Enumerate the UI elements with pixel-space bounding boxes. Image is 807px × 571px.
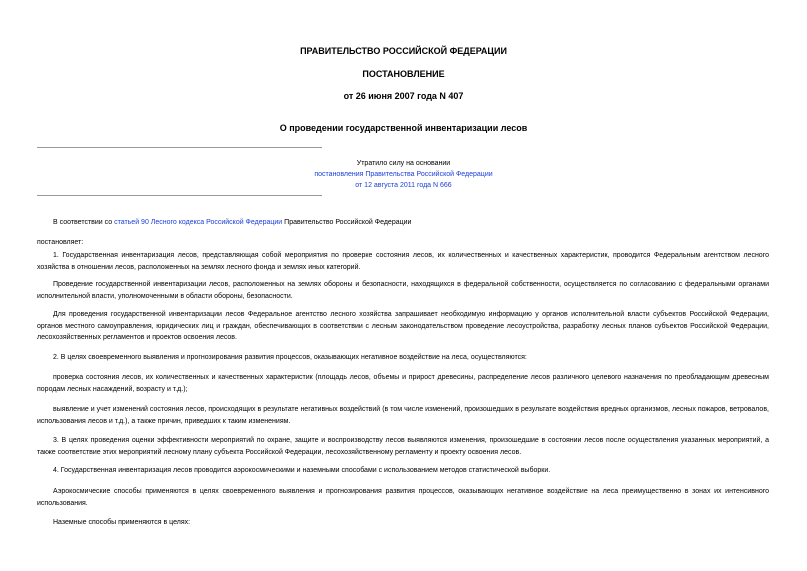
separator-bottom [37, 195, 322, 196]
law-article-link[interactable]: статьей 90 Лесного кодекса Российской Федерации [114, 219, 283, 226]
paragraph-6: выявление и учет изменений состояния лесов, происходящих в результате негативных воздействий (в том числе изменений, произошедших в результате воздействия вредных организмов, лесных пожаров, ветровалов, использования лесов и т.д.), а также причин, приведших к таким изменениям. [37, 406, 769, 425]
separator-top [37, 147, 322, 148]
paragraph-10: Наземные способы применяются в целях: [53, 519, 191, 526]
status-note-text: Утратило силу на основании [356, 160, 451, 167]
document-type: ПОСТАНОВЛЕНИЕ [362, 69, 445, 79]
government-heading: ПРАВИТЕЛЬСТВО РОССИЙСКОЙ ФЕДЕРАЦИИ [300, 46, 507, 56]
intro-suffix: Правительство Российской Федерации [282, 219, 412, 226]
paragraph-4: 2. В целях своевременного выявления и прогнозирования развития процессов, оказывающих негативное воздействие на леса, осуществляются: [53, 354, 527, 361]
paragraph-7: 3. В целях проведения оценки эффективности мероприятий по охране, защите и воспроизводству лесов выявляются изменения, произошедшие в состоянии лесов после осуществления указанных мероприятий, а также соответствие этих мероприятий лесному плану субъекта Российской Федерации, лесохозяйственному регламенту и проекту освоения лесов. [37, 437, 769, 456]
paragraph-1: 1. Государственная инвентаризация лесов, представляющая собой мероприятия по проверке состояния лесов, их количественных и качественных характеристик, проводится Федеральным агентством лесного хозяйства в отношении лесов, расположенных на землях лесного фонда и землях иных категорий. [37, 252, 769, 271]
decree-word: постановляет: [37, 239, 84, 246]
status-note [0, 158, 807, 191]
intro-paragraph [37, 217, 769, 229]
paragraph-9: Аэрокосмические способы применяются в целях своевременного выявления и прогнозирования развития процессов, оказывающих негативное воздействие на леса преимущественно в зонах их интенсивного использования. [37, 488, 769, 507]
document-date-number: от 26 июня 2007 года N 407 [343, 91, 464, 101]
status-note-link-date[interactable]: от 12 августа 2011 года N 666 [355, 182, 452, 189]
paragraph-3: Для проведения государственной инвентаризации лесов Федеральное агентство лесного хозяйства запрашивает необходимую информацию у органов исполнительной власти субъектов Российской Федерации, органов местного самоуправления, юридических лиц и граждан, обеспечивающих в соответствии с лесным законодательством проведение лесоустройства, разработку лесных планов субъектов Российской Федерации, лесохозяйственных регламентов и проектов освоения лесов. [37, 311, 769, 341]
paragraph-5: проверка состояния лесов, их количественных и качественных характеристик (площадь лесов, объемы и прирост древесины, распределение лесов различного целевого назначения по преобладающим древесным породам лесных насаждений, возрасту и т.д.); [37, 374, 769, 393]
intro-prefix: В соответствии со [53, 219, 115, 226]
status-note-link-title[interactable]: постановления Правительства Российской Федерации [314, 171, 493, 178]
document-title: О проведении государственной инвентаризации лесов [279, 123, 528, 133]
paragraph-8: 4. Государственная инвентаризация лесов проводится аэрокосмическими и наземными способами с использованием методов статистической выборки. [53, 467, 551, 474]
paragraph-2: Проведение государственной инвентаризации лесов, расположенных на землях обороны и безопасности, находящихся в федеральной собственности, осуществляется по согласованию с федеральными органами исполнительной власти, уполномоченными в области обороны, безопасности. [37, 281, 769, 300]
